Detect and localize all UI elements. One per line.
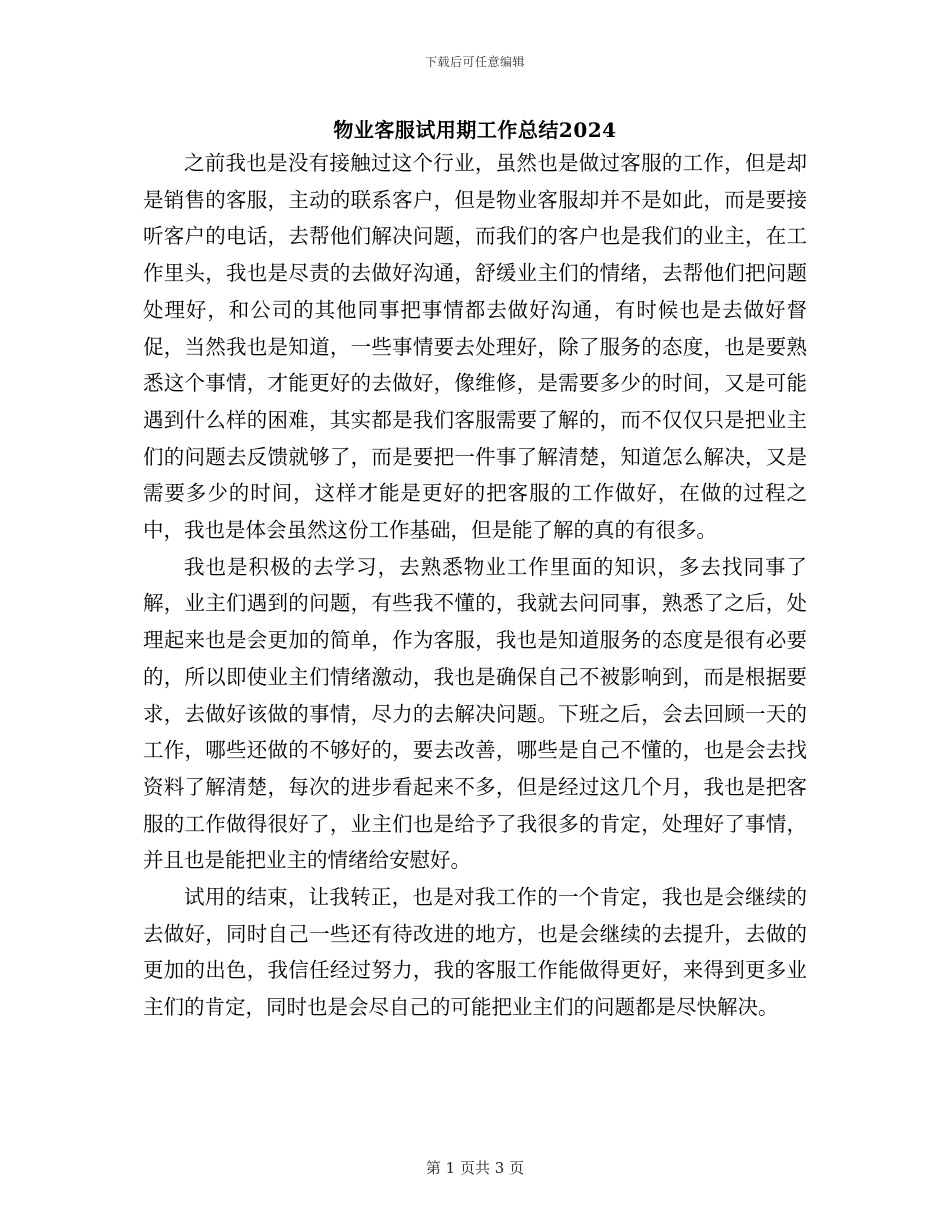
paragraph-2: 我也是积极的去学习，去熟悉物业工作里面的知识，多去找同事了解，业主们遇到的问题，有些我不懂的，我就去问同事，熟悉了之后，处理起来也是会更加的简单，作为客服，我也是知道服务的态度是很有必要的，所以即使业主们情绪激动，我也是确保自己不被影响到，而是根据要求，去做好该做的事情，尽力的去解决问题。下班之后，会去回顾一天的工作，哪些还做的不够好的，要去改善，哪些是自己不懂的，也是会去找资料了解清楚，每次的进步看起来不多，但是经过这几个月，我也是把客服的工作做得很好了，业主们也是给予了我很多的肯定，处理好了事情，并且也是能把业主的情绪给安慰好。 — [143, 554, 807, 873]
paragraph-3: 试用的结束，让我转正，也是对我工作的一个肯定，我也是会继续的去做好，同时自己一些还有待改进的地方，也是会继续的去提升，去做的更加的出色，我信任经过努力，我的客服工作能做得更好，来得到更多业主们的肯定，同时也是会尽自己的可能把业主们的问题都是尽快解决。 — [143, 885, 807, 1020]
paragraph-1: 之前我也是没有接触过这个行业，虽然也是做过客服的工作，但是却是销售的客服，主动的联系客户，但是物业客服却并不是如此，而是要接听客户的电话，去帮他们解决问题，而我们的客户也是我们的业主，在工作里头，我也是尽责的去做好沟通，舒缓业主们的情绪，去帮他们把问题处理好，和公司的其他同事把事情都去做好沟通，有时候也是去做好督促，当然我也是知道，一些事情要去处理好，除了服务的态度，也是要熟悉这个事情，才能更好的去做好，像维修，是需要多少的时间，又是可能遇到什么样的困难，其实都是我们客服需要了解的，而不仅仅只是把业主们的问题去反馈就够了，而是要把一件事了解清楚，知道怎么解决，又是需要多少的时间，这样才能是更好的把客服的工作做好，在做的过程之中，我也是体会虽然这份工作基础，但是能了解的真的有很多。 — [143, 151, 807, 543]
document-title: 物业客服试用期工作总结2024 — [333, 118, 617, 142]
document-body — [143, 145, 807, 1026]
page-number: 第 1 页共 3 页 — [425, 1159, 525, 1177]
download-note: 下载后可任意编辑 — [424, 55, 525, 69]
